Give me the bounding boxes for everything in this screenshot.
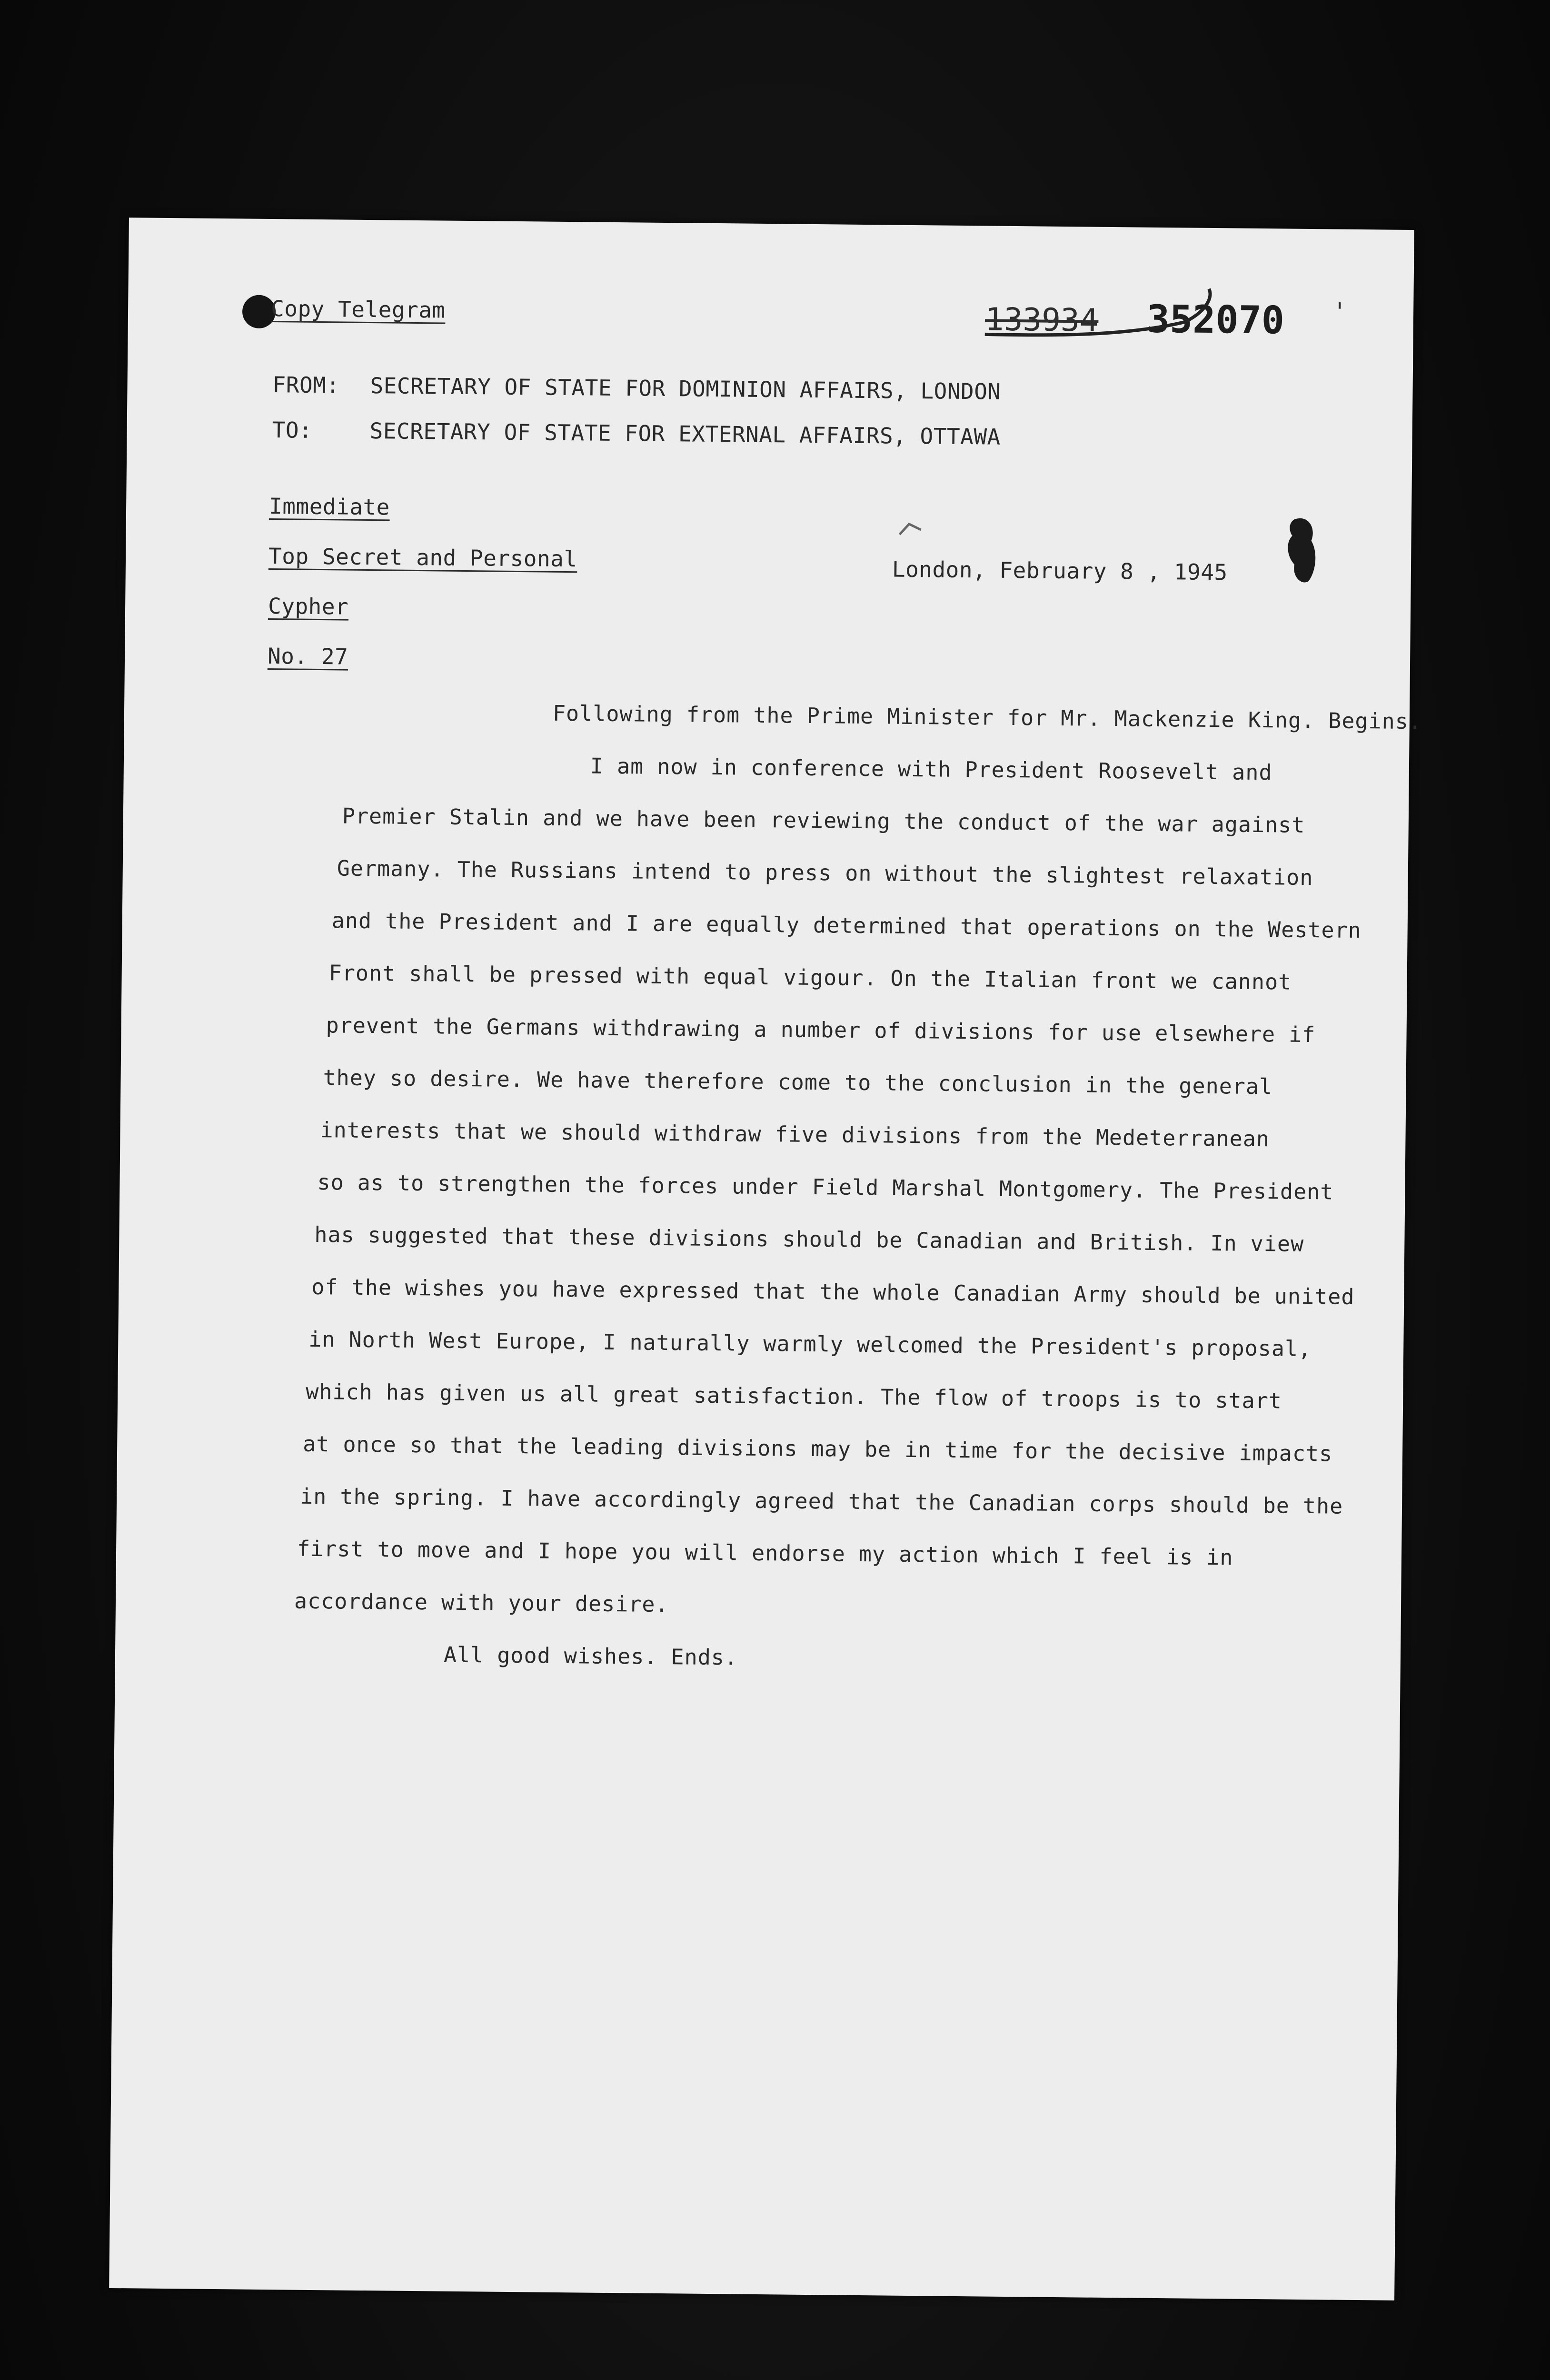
- body-line: Front shall be pressed with equal vigour. On the Italian front we cannot: [328, 960, 1292, 995]
- file-number-stamp: [984, 282, 1347, 352]
- from-label: FROM:: [272, 372, 340, 398]
- body-line: they so desire. We have therefore come to the conclusion in the general: [323, 1065, 1273, 1100]
- priority-label: Immediate: [268, 493, 390, 520]
- body-line: in North West Europe, I naturally warmly welcomed the President's proposal,: [308, 1326, 1312, 1362]
- body-line: of the wishes you have expressed that the whole Canadian Army should be united: [311, 1274, 1355, 1309]
- tick-mark: ': [1332, 298, 1348, 326]
- body-line: prevent the Germans withdrawing a number of divisions for use elsewhere if: [326, 1012, 1316, 1048]
- telegram-number: No. 27: [267, 643, 348, 670]
- pen-mark: [897, 520, 926, 540]
- old-file-number: 133934: [984, 301, 1099, 339]
- to-value: SECRETARY OF STATE FOR EXTERNAL AFFAIRS, OTTAWA: [369, 418, 1001, 450]
- body-line: accordance with your desire.: [294, 1588, 669, 1617]
- body-line: Following from the Prime Minister for Mr. Mackenzie King. Begins.: [552, 700, 1422, 734]
- body-line: and the President and I are equally determined that operations on the Western: [331, 908, 1362, 943]
- correction-stroke: [984, 282, 1347, 352]
- body-line: in the spring. I have accordingly agreed that the Canadian corps should be the: [299, 1483, 1343, 1519]
- body-line: at once so that the leading divisions may be in time for the decisive impacts: [302, 1431, 1333, 1467]
- body-line: Premier Stalin and we have been reviewing the conduct of the war against: [342, 803, 1305, 838]
- from-value: SECRETARY OF STATE FOR DOMINION AFFAIRS, LONDON: [370, 373, 1001, 405]
- body-line: interests that we should withdraw five divisions from the Medeterranean: [320, 1117, 1270, 1152]
- place-date: London, February 8 , 1945: [892, 556, 1228, 585]
- telegram-page: [109, 218, 1422, 2301]
- body-line: has suggested that these divisions should be Canadian and British. In view: [314, 1221, 1304, 1257]
- new-file-number: 352070: [1146, 297, 1285, 343]
- security-label: Top Secret and Personal: [268, 543, 577, 572]
- body-line: All good wishes. Ends.: [443, 1642, 738, 1670]
- body-line: which has given us all great satisfaction. The flow of troops is to start: [306, 1378, 1282, 1414]
- body-line: first to move and I hope you will endorse my action which I feel is in: [297, 1536, 1233, 1570]
- body-line: so as to strengthen the forces under Field Marshal Montgomery. The President: [317, 1170, 1334, 1205]
- telegram-type-label: Copy Telegram: [270, 296, 446, 323]
- body-line: Germany. The Russians intend to press on without the slightest relaxation: [337, 855, 1313, 891]
- to-label: TO:: [272, 417, 313, 443]
- method-label: Cypher: [268, 593, 349, 620]
- body-line: I am now in conference with President Roosevelt and: [590, 753, 1272, 785]
- ink-blot: [1282, 514, 1321, 586]
